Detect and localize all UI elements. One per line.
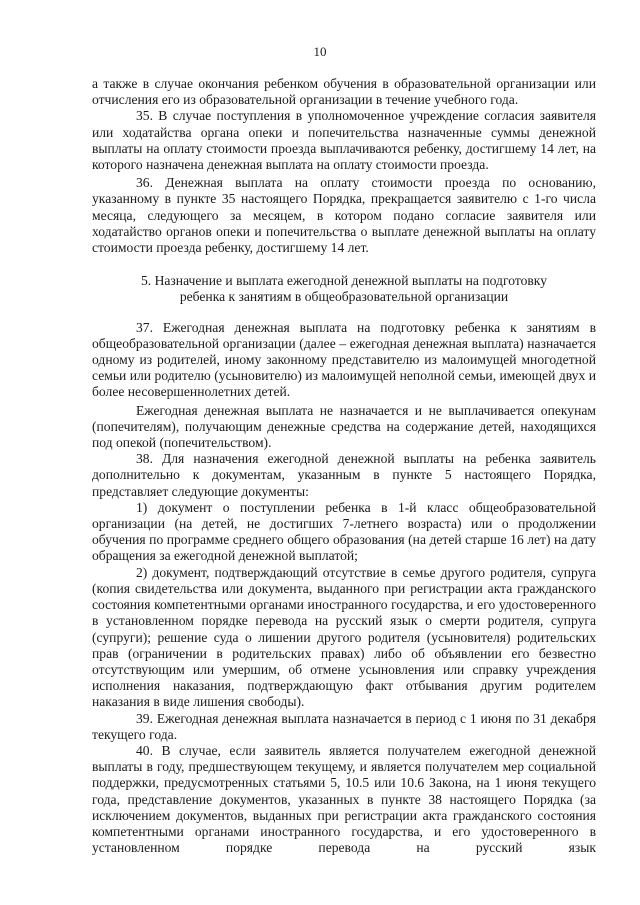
paragraph-39: 39. Ежегодная денежная выплата назначается в период с 1 июня по 31 декабря текущего года. bbox=[92, 710, 596, 742]
section-heading-line-1: 5. Назначение и выплата ежегодной денежной выплаты на подготовку bbox=[140, 273, 548, 289]
paragraph-38-item-1: 1) документ о поступлении ребенка в 1-й класс общеобразовательной организации (на детей, не достигших 7-летнего возраста) или о продолжении обучения по программе среднего общего образования (на детей старше 16 лет) на дату обращения за ежегодной денежной выплатой; bbox=[92, 499, 596, 564]
paragraph-38-item-2: 2) документ, подтверждающий отсутствие в семье другого родителя, супруга (копия свидетельства или документа, выданного при регистрации акта гражданского состояния компетентными органами иностранного государства, и его удостоверенного в установленном порядке перевода на русский язык о смерти родителя, супруга (супруги); решение суда о лишении другого родителя (усыновителя) родительских прав (ограничении в родительских правах) либо об объявлении его безвестно отсутствующим или умершим, об отмене усыновления или справку учреждения исполнения наказания, подтверждающую факт отбывания другим родителем наказания в виде лишения свободы). bbox=[92, 564, 596, 710]
paragraph-35: 35. В случае поступления в уполномоченное учреждение согласия заявителя или ходатайства органа опеки и попечительства назначенные суммы денежной выплаты на оплату стоимости проезда выплачиваются ребенку, достигшему 14 лет, на которого назначена денежная выплата на оплату стоимости проезда. bbox=[92, 108, 596, 173]
section-heading-line-2: ребенка к занятиям в общеобразовательной организации bbox=[179, 289, 509, 305]
paragraph-continuation: а также в случае окончания ребенком обучения в образовательной организации или отчисления его из образовательной организации в течение учебного года. bbox=[92, 76, 596, 108]
paragraph-37-note: Ежегодная денежная выплата не назначается и не выплачивается опекунам (попечителям), получающим денежные средства на содержание детей, находящихся под опекой (попечительством). bbox=[92, 402, 596, 451]
page-number: 10 bbox=[313, 44, 327, 59]
section-heading bbox=[92, 273, 596, 305]
paragraph-38: 38. Для назначения ежегодной денежной выплаты на ребенка заявитель дополнительно к документам, указанным в пункте 5 настоящего Порядка, представляет следующие документы: bbox=[92, 451, 596, 499]
document-body bbox=[92, 76, 596, 856]
paragraph-40: 40. В случае, если заявитель является получателем ежегодной денежной выплаты в году, предшествующем текущему, и является получателем мер социальной поддержки, предусмотренных статьями 5, 10.5 или 10.6 Закона, на 1 июня текущего года, представление документов, указанных в пункте 38 настоящего Порядка (за исключением документов, выданных при регистрации акта гражданского состояния компетентными органами иностранного государства, и его удостоверенного в установленном порядке перевода на русский язык bbox=[92, 742, 596, 856]
paragraph-37: 37. Ежегодная денежная выплата на подготовку ребенка к занятиям в общеобразовательной организации (далее – ежегодная денежная выплата) назначается одному из родителей, иному законному представителю из малоимущей многодетной семьи или родителю (усыновителю) из малоимущей неполной семьи, имеющей двух и более несовершеннолетних детей. bbox=[92, 319, 596, 400]
paragraph-36: 36. Денежная выплата на оплату стоимости проезда по основанию, указанному в пункте 35 настоящего Порядка, прекращается заявителю с 1-го числа месяца, следующего за месяцем, в котором подано согласие заявителя или ходатайство органов опеки и попечительства о выплате денежной выплаты на оплату стоимости проезда ребенку, достигшему 14 лет. bbox=[92, 175, 596, 256]
